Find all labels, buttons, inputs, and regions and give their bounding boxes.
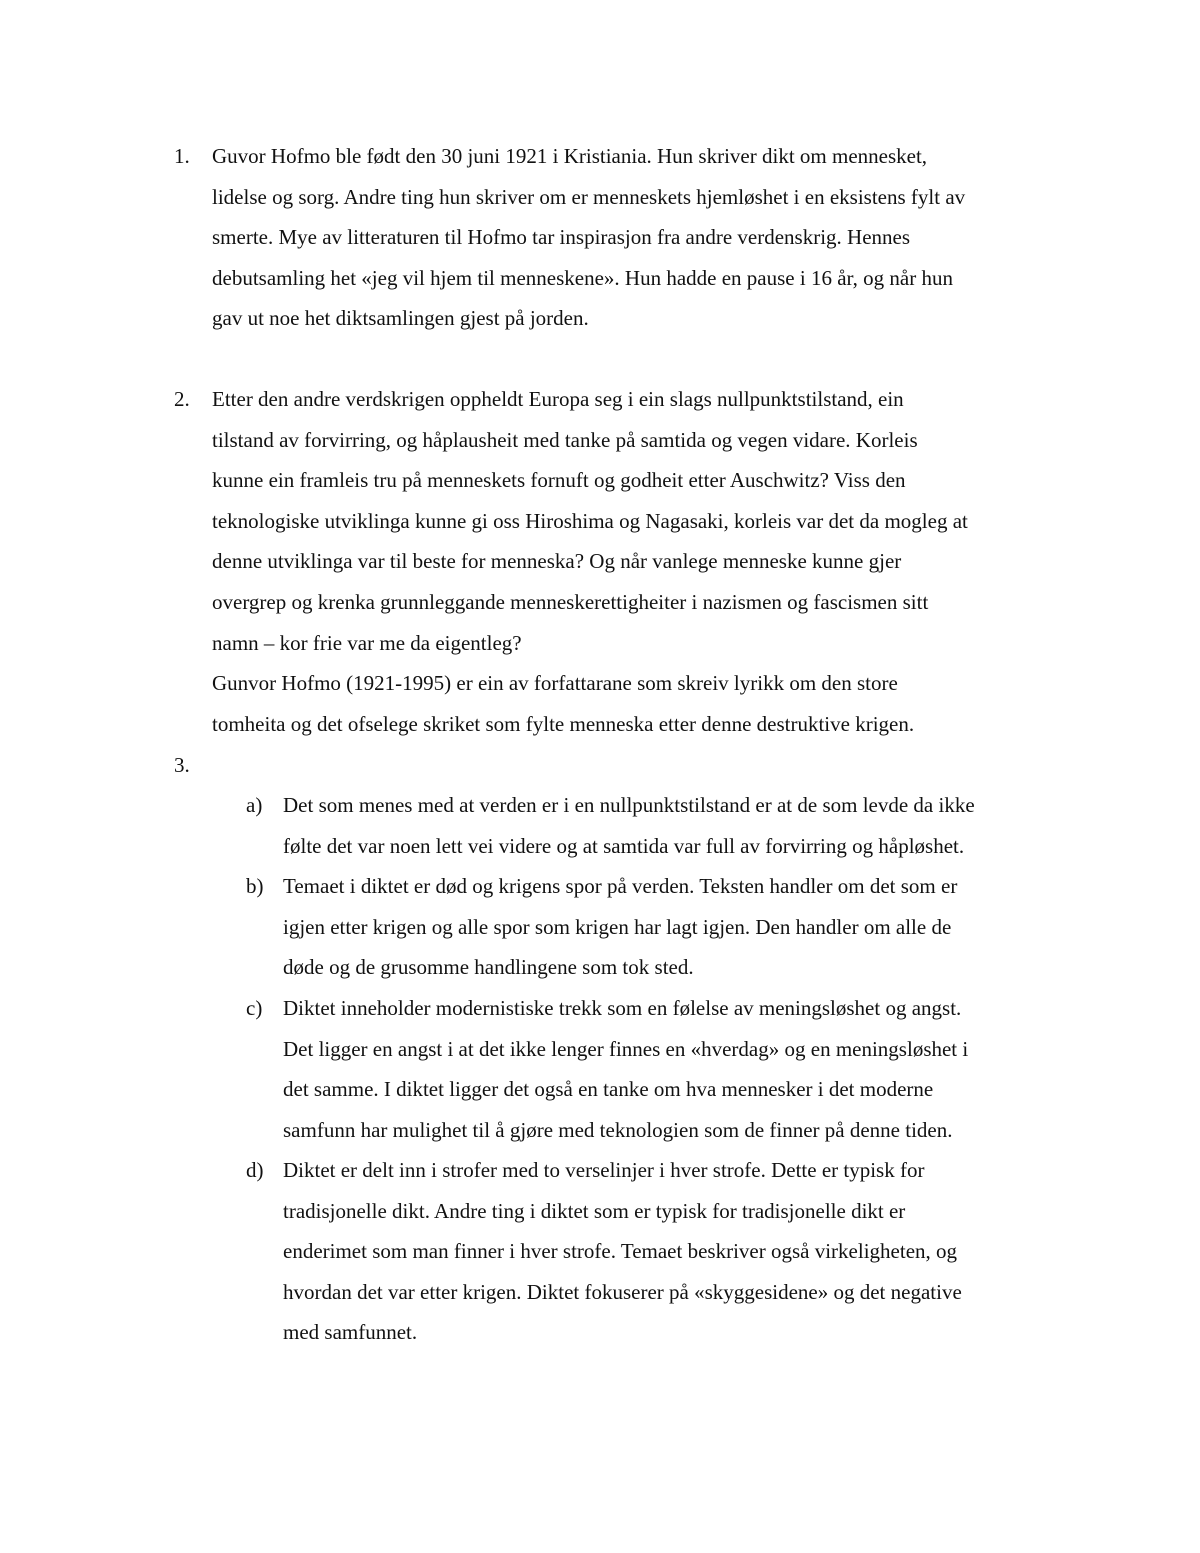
paragraph	[283, 866, 1083, 988]
text-line: enderimet som man finner i hver strofe. Temaet beskriver også virkeligheten, og	[283, 1239, 958, 1264]
text-line: Guvor Hofmo ble født den 30 juni 1921 i Kristiania. Hun skriver dikt om mennesket,	[212, 144, 928, 168]
paragraph	[212, 136, 1062, 339]
list-number: 1.	[174, 144, 190, 168]
text-line: kunne ein framleis tru på menneskets fornuft og godheit etter Auschwitz? Viss den	[212, 468, 906, 493]
list-number: 2.	[174, 387, 190, 411]
text-line: følte det var noen lett vei videre og at samtida var full av forvirring og håpløshet.	[283, 833, 965, 858]
sub-item-letter: b)	[246, 874, 264, 898]
text-line: Temaet i diktet er død og krigens spor på verden. Teksten handler om det som er	[283, 874, 958, 898]
list-item-1	[174, 136, 1074, 339]
list-item-2	[174, 379, 1074, 744]
text-line: Gunvor Hofmo (1921-1995) er ein av forfattarane som skreiv lyrikk om den store	[212, 671, 898, 696]
sub-item-a	[246, 785, 1086, 866]
text-line: smerte. Mye av litteraturen til Hofmo tar inspirasjon fra andre verdenskrig. Hennes	[212, 225, 911, 250]
paragraph	[283, 785, 1083, 866]
list-number: 3.	[174, 753, 190, 777]
text-line: denne utviklinga var til beste for menneska? Og når vanlege menneske kunne gjer	[212, 549, 902, 574]
text-line: lidelse og sorg. Andre ting hun skriver om er menneskets hjemløshet i en eksistens fylt av	[212, 184, 966, 209]
text-line: tomheita og det ofselege skriket som fylte menneska etter denne destruktive krigen.	[212, 711, 915, 736]
text-line: gav ut noe het diktsamlingen gjest på jorden.	[212, 306, 589, 331]
text-line: døde og de grusomme handlingene som tok sted.	[283, 955, 694, 980]
text-line: debutsamling het «jeg vil hjem til menneskene». Hun hadde en pause i 16 år, og når hun	[212, 265, 953, 290]
text-line: Diktet inneholder modernistiske trekk som en følelse av meningsløshet og angst.	[283, 996, 962, 1020]
sub-item-d	[246, 1150, 1086, 1353]
text-line: Etter den andre verdskrigen oppheldt Europa seg i ein slags nullpunktstilstand, ein	[212, 387, 904, 411]
paragraph	[212, 379, 1062, 744]
sub-item-letter: a)	[246, 793, 263, 817]
text-line: namn – kor frie var me da eigentleg?	[212, 630, 522, 655]
sub-item-letter: c)	[246, 996, 263, 1020]
text-line: Det ligger en angst i at det ikke lenger finnes en «hverdag» og en meningsløshet i	[283, 1036, 969, 1061]
text-line: Diktet er delt inn i strofer med to verselinjer i hver strofe. Dette er typisk for	[283, 1158, 925, 1182]
sub-item-letter: d)	[246, 1158, 264, 1182]
text-line: tradisjonelle dikt. Andre ting i diktet som er typisk for tradisjonelle dikt er	[283, 1198, 906, 1223]
sub-item-b	[246, 866, 1086, 988]
text-line: Det som menes med at verden er i en nullpunktstilstand er at de som levde da ikke	[283, 793, 975, 817]
text-line: samfunn har mulighet til å gjøre med teknologien som de finner på denne tiden.	[283, 1117, 953, 1142]
text-line: med samfunnet.	[283, 1320, 418, 1345]
text-line: tilstand av forvirring, og håplausheit med tanke på samtida og vegen vidare. Korleis	[212, 427, 918, 452]
text-line: teknologiske utviklinga kunne gi oss Hiroshima og Nagasaki, korleis var det da mogleg at	[212, 508, 968, 533]
text-line: igjen etter krigen og alle spor som krigen har lagt igjen. Den handler om alle de	[283, 914, 952, 939]
sub-item-c	[246, 988, 1086, 1150]
text-line: det samme. I diktet ligger det også en tanke om hva mennesker i det moderne	[283, 1077, 934, 1102]
text-line: overgrep og krenka grunnleggande menneskerettigheiter i nazismen og fascismen sitt	[212, 589, 929, 614]
text-line: hvordan det var etter krigen. Diktet fokuserer på «skyggesidene» og det negative	[283, 1279, 962, 1304]
paragraph	[283, 988, 1083, 1150]
paragraph	[283, 1150, 1083, 1353]
